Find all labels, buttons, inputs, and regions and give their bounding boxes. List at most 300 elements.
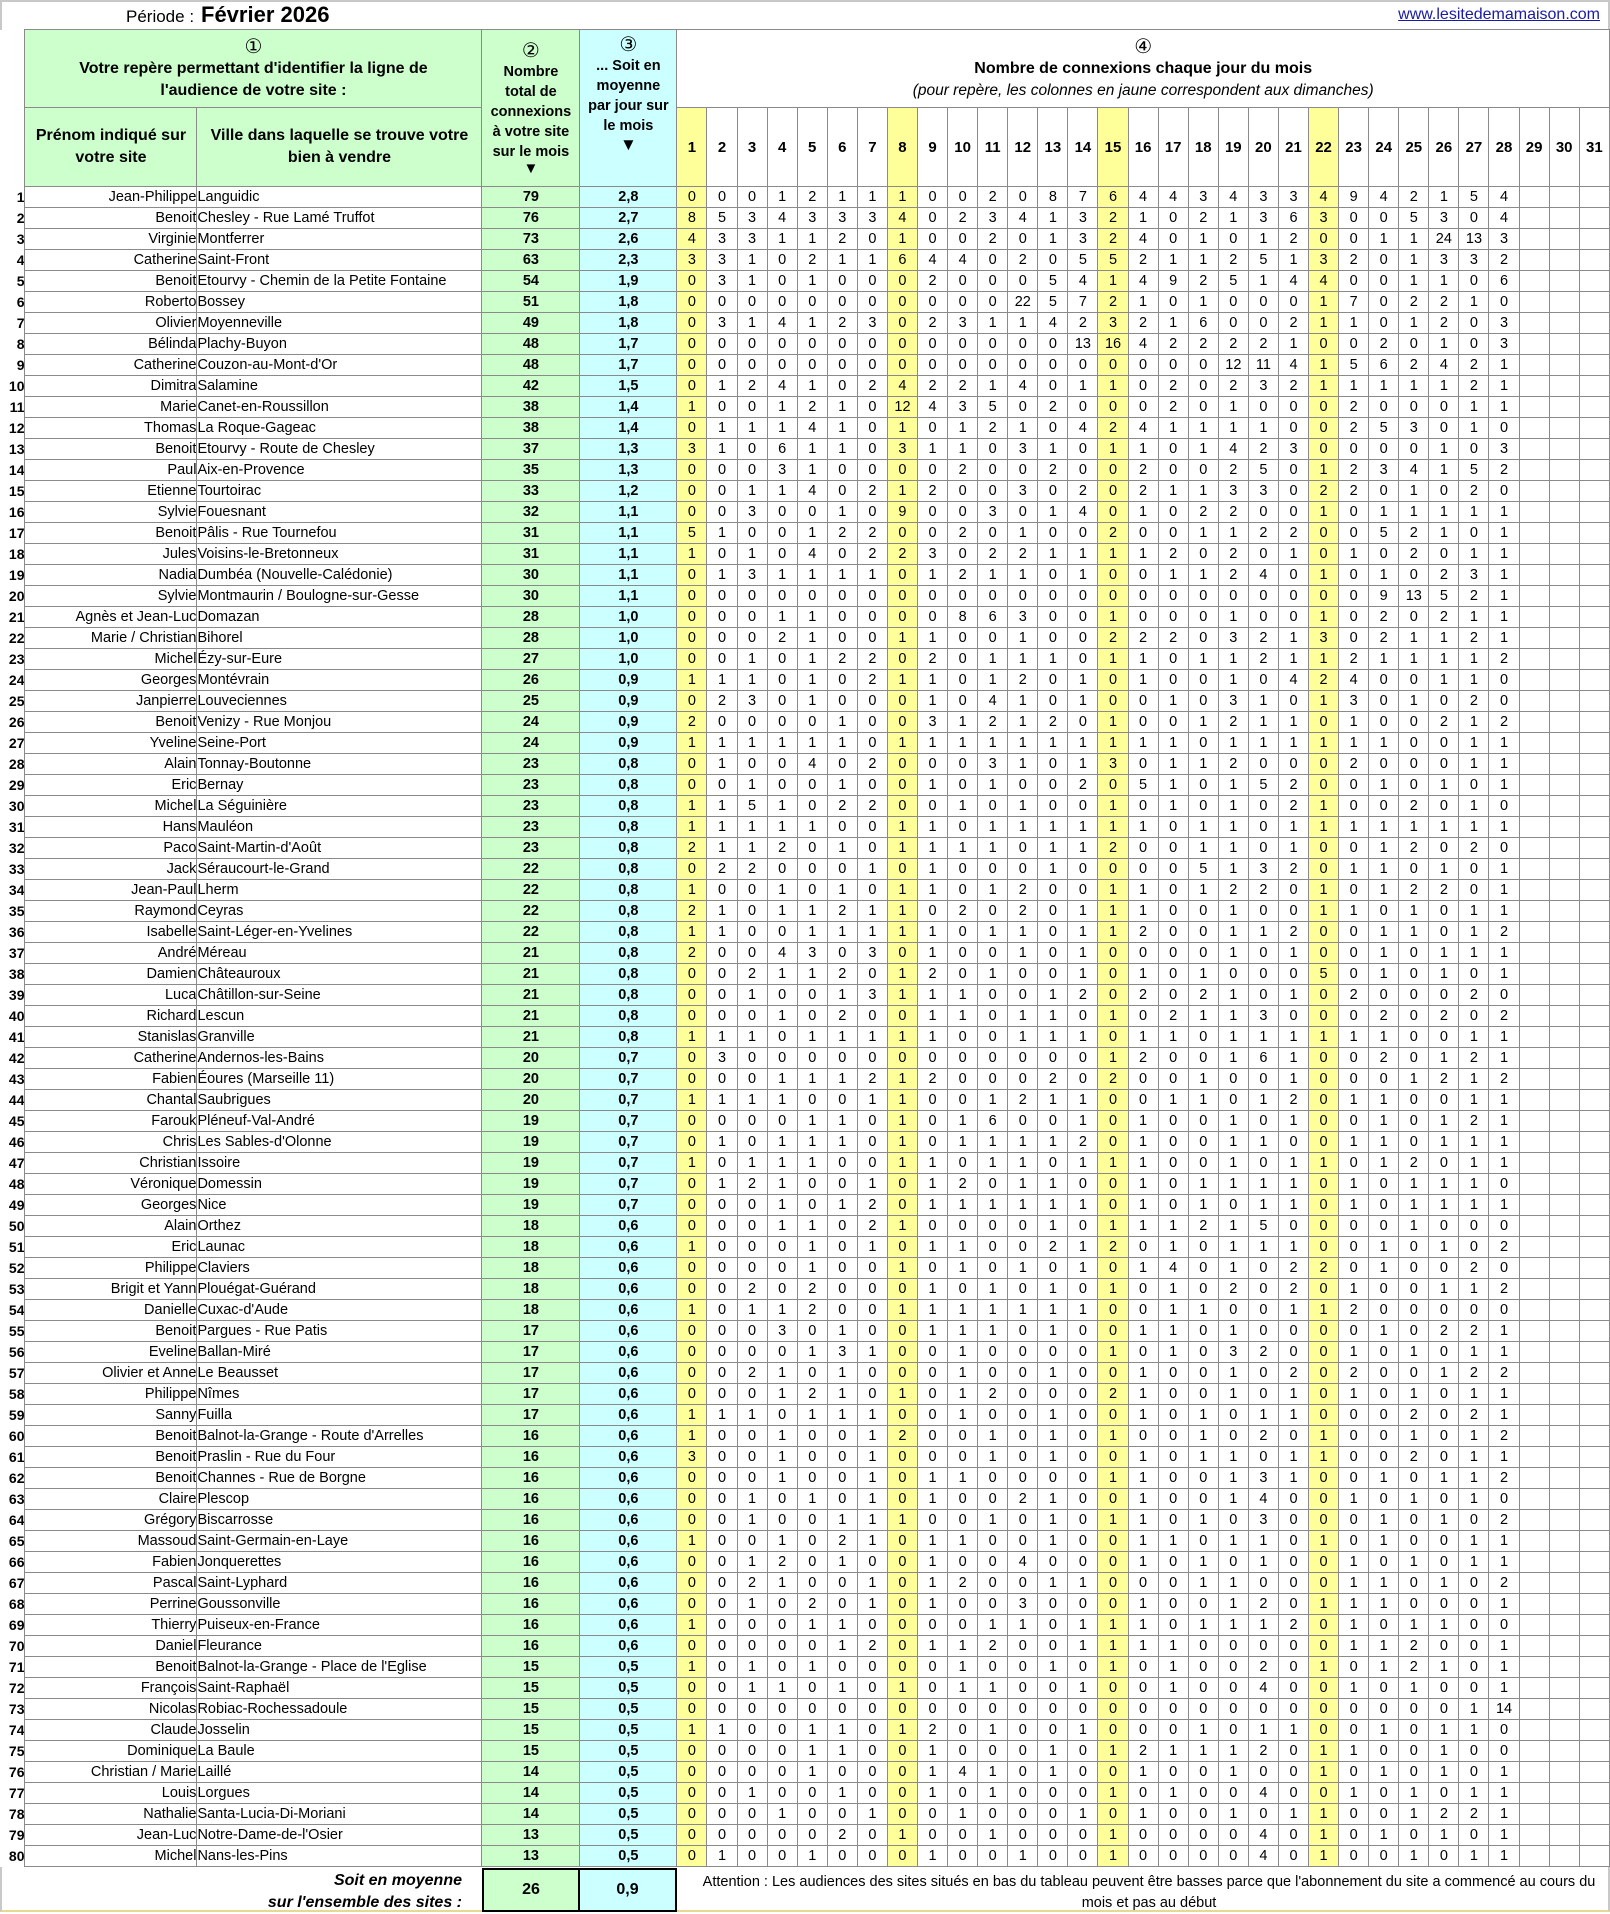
day-cell: 5	[1218, 271, 1248, 292]
day-cell	[1519, 1174, 1549, 1195]
day-cell: 0	[857, 628, 887, 649]
day-cell: 1	[1278, 334, 1308, 355]
day-cell: 1	[1429, 1573, 1459, 1594]
day-cell: 1	[797, 1216, 827, 1237]
day-cell: 1	[1339, 1573, 1369, 1594]
row-number: 43	[0, 1069, 25, 1090]
row-number: 17	[0, 523, 25, 544]
row-number: 62	[0, 1468, 25, 1489]
day-cell: 0	[978, 1048, 1008, 1069]
day-cell: 0	[677, 1006, 707, 1027]
day-cell: 0	[1038, 691, 1068, 712]
day-cell	[1549, 1384, 1579, 1405]
day-cell: 0	[978, 1741, 1008, 1762]
day-cell: 1	[857, 1468, 887, 1489]
day-cell: 1	[1309, 607, 1339, 628]
day-cell: 0	[797, 1678, 827, 1699]
day-cell: 0	[797, 1783, 827, 1804]
day-cell: 2	[1339, 250, 1369, 271]
day-cell: 0	[1128, 1657, 1158, 1678]
day-cell: 1	[767, 1069, 797, 1090]
day-cell: 1	[918, 1237, 948, 1258]
day-cell: 2	[677, 838, 707, 859]
day-cell: 0	[1038, 901, 1068, 922]
day-cell: 0	[1068, 880, 1098, 901]
day-cell: 1	[767, 397, 797, 418]
day-cell: 0	[948, 628, 978, 649]
day-cell: 0	[1248, 1636, 1278, 1657]
day-cell: 1	[677, 397, 707, 418]
day-cell: 0	[1188, 376, 1218, 397]
day-cell: 1	[857, 1027, 887, 1048]
day-cell: 1	[1339, 1342, 1369, 1363]
day-header: 2	[707, 108, 737, 187]
day-cell: 0	[1188, 1468, 1218, 1489]
day-cell: 1	[1128, 1195, 1158, 1216]
day-cell: 1	[1429, 376, 1459, 397]
day-cell: 0	[1038, 1825, 1068, 1846]
day-cell: 0	[1008, 1279, 1038, 1300]
day-cell: 0	[707, 1762, 737, 1783]
day-cell: 9	[887, 502, 917, 523]
day-cell: 0	[1068, 628, 1098, 649]
daily-average-cell: 1,7	[580, 355, 677, 376]
day-cell: 4	[978, 691, 1008, 712]
day-cell: 0	[1278, 502, 1308, 523]
day-cell: 0	[1278, 460, 1308, 481]
day-cell: 1	[1278, 733, 1308, 754]
day-cell	[1549, 376, 1579, 397]
table-row	[0, 1594, 1610, 1615]
total-connections-cell: 48	[482, 334, 580, 355]
day-cell: 0	[1098, 964, 1128, 985]
day-cell: 1	[1339, 1615, 1369, 1636]
day-cell: 1	[978, 1090, 1008, 1111]
day-cell: 1	[1309, 796, 1339, 817]
table-row	[0, 1825, 1610, 1846]
row-number: 53	[0, 1279, 25, 1300]
row-number: 13	[0, 439, 25, 460]
total-connections-cell: 21	[482, 943, 580, 964]
day-cell: 0	[677, 481, 707, 502]
day-cell: 2	[1399, 355, 1429, 376]
day-cell: 1	[767, 187, 797, 208]
day-cell: 6	[1188, 313, 1218, 334]
day-cell: 0	[1038, 1468, 1068, 1489]
total-connections-cell: 15	[482, 1657, 580, 1678]
day-cell: 1	[1429, 271, 1459, 292]
day-cell: 1	[1429, 334, 1459, 355]
day-cell: 0	[1459, 1006, 1489, 1027]
total-connections-cell: 22	[482, 880, 580, 901]
day-cell: 1	[857, 1447, 887, 1468]
day-cell: 1	[737, 817, 767, 838]
row-number: 14	[0, 460, 25, 481]
day-cell: 1	[1038, 1741, 1068, 1762]
day-cell: 1	[1038, 1279, 1068, 1300]
day-cell: 1	[1128, 880, 1158, 901]
day-cell: 3	[1369, 460, 1399, 481]
day-cell: 0	[1008, 1825, 1038, 1846]
day-cell: 1	[1429, 1363, 1459, 1384]
day-cell: 1	[1218, 1615, 1248, 1636]
day-cell: 0	[827, 817, 857, 838]
day-cell: 0	[887, 292, 917, 313]
day-cell: 1	[797, 1489, 827, 1510]
day-cell: 3	[1248, 481, 1278, 502]
day-cell: 3	[1008, 607, 1038, 628]
day-cell: 1	[707, 1846, 737, 1867]
day-cell: 1	[1188, 1552, 1218, 1573]
day-cell: 1	[1339, 1636, 1369, 1657]
day-cell: 1	[1369, 943, 1399, 964]
day-cell: 4	[1429, 355, 1459, 376]
day-cell: 0	[737, 880, 767, 901]
day-cell: 0	[1038, 523, 1068, 544]
day-cell: 0	[918, 1804, 948, 1825]
day-cell: 0	[737, 1132, 767, 1153]
day-cell: 0	[1008, 1699, 1038, 1720]
day-cell: 0	[1399, 1300, 1429, 1321]
first-name-cell: Michel	[25, 1846, 197, 1867]
total-connections-cell: 21	[482, 1006, 580, 1027]
day-cell: 0	[767, 271, 797, 292]
daily-average-cell: 0,6	[580, 1405, 677, 1426]
table-row	[0, 1846, 1610, 1867]
city-cell: Lorgues	[197, 1783, 482, 1804]
first-name-cell: Stanislas	[25, 1027, 197, 1048]
day-cell: 1	[1128, 1594, 1158, 1615]
day-cell: 1	[1038, 1090, 1068, 1111]
website-link[interactable]: www.lesitedemamaison.com	[1398, 6, 1600, 23]
first-name-cell: Isabelle	[25, 922, 197, 943]
day-cell: 0	[1339, 1216, 1369, 1237]
day-cell: 1	[1038, 1174, 1068, 1195]
day-cell: 0	[1188, 796, 1218, 817]
day-cell: 1	[857, 1405, 887, 1426]
city-cell: Seine-Port	[197, 733, 482, 754]
day-cell: 0	[737, 607, 767, 628]
day-cell: 0	[1278, 1342, 1308, 1363]
day-cell: 0	[1399, 1531, 1429, 1552]
day-cell: 1	[887, 964, 917, 985]
day-cell: 1	[1068, 1153, 1098, 1174]
day-cell	[1549, 985, 1579, 1006]
total-connections-cell: 16	[482, 1531, 580, 1552]
first-name-cell: Dominique	[25, 1741, 197, 1762]
day-cell: 0	[1098, 1489, 1128, 1510]
day-cell: 1	[1339, 1552, 1369, 1573]
day-cell	[1579, 712, 1609, 733]
day-header: 7	[857, 108, 887, 187]
day-cell: 0	[1459, 1762, 1489, 1783]
day-cell	[1549, 1090, 1579, 1111]
day-cell: 0	[978, 901, 1008, 922]
day-cell: 7	[1068, 292, 1098, 313]
day-cell: 1	[827, 1363, 857, 1384]
day-cell: 1	[1489, 1594, 1519, 1615]
day-cell: 1	[1038, 1195, 1068, 1216]
day-cell	[1549, 1027, 1579, 1048]
day-cell: 2	[857, 754, 887, 775]
day-cell: 1	[918, 1468, 948, 1489]
daily-average-cell: 0,5	[580, 1762, 677, 1783]
day-cell: 2	[918, 1720, 948, 1741]
day-cell: 0	[707, 1531, 737, 1552]
first-name-cell: Jack	[25, 859, 197, 880]
day-cell: 1	[1429, 1468, 1459, 1489]
day-cell: 1	[1429, 1048, 1459, 1069]
day-cell: 2	[1038, 460, 1068, 481]
day-cell: 1	[948, 1636, 978, 1657]
row-number: 34	[0, 880, 25, 901]
table-row	[0, 544, 1610, 565]
daily-average-cell: 0,6	[580, 1237, 677, 1258]
day-cell: 3	[978, 208, 1008, 229]
day-cell: 1	[737, 418, 767, 439]
day-cell: 0	[737, 628, 767, 649]
row-number: 31	[0, 817, 25, 838]
day-cell	[1579, 649, 1609, 670]
day-cell: 1	[1188, 649, 1218, 670]
day-cell: 0	[1158, 208, 1188, 229]
daily-average-cell: 2,3	[580, 250, 677, 271]
daily-average-cell: 0,7	[580, 1090, 677, 1111]
day-cell	[1579, 1720, 1609, 1741]
day-cell: 0	[1369, 691, 1399, 712]
day-cell: 1	[1248, 271, 1278, 292]
day-cell: 1	[1188, 1720, 1218, 1741]
day-cell: 1	[1489, 901, 1519, 922]
table-row	[0, 691, 1610, 712]
day-cell: 1	[767, 901, 797, 922]
day-cell	[1579, 1678, 1609, 1699]
day-cell: 2	[1459, 1258, 1489, 1279]
total-connections-cell: 16	[482, 1426, 580, 1447]
day-cell: 2	[918, 649, 948, 670]
day-cell: 1	[1008, 1132, 1038, 1153]
day-cell: 2	[978, 1384, 1008, 1405]
day-cell: 0	[1369, 397, 1399, 418]
day-cell: 1	[1218, 1384, 1248, 1405]
city-cell: La Baule	[197, 1741, 482, 1762]
day-cell: 0	[918, 1426, 948, 1447]
city-cell: Mauléon	[197, 817, 482, 838]
day-cell: 1	[1459, 1027, 1489, 1048]
day-cell: 1	[1399, 1783, 1429, 1804]
day-cell: 1	[1369, 565, 1399, 586]
day-cell	[1549, 1048, 1579, 1069]
sort-desc-icon[interactable]: ▼	[523, 160, 539, 177]
daily-average-cell: 0,6	[580, 1279, 677, 1300]
day-cell: 0	[1098, 691, 1128, 712]
day-cell: 2	[1459, 1048, 1489, 1069]
day-cell: 0	[1188, 1342, 1218, 1363]
day-cell: 2	[1068, 313, 1098, 334]
day-cell: 4	[1008, 208, 1038, 229]
first-name-cell: Chantal	[25, 1090, 197, 1111]
day-cell: 0	[948, 544, 978, 565]
day-cell	[1519, 1489, 1549, 1510]
day-cell: 0	[1128, 1825, 1158, 1846]
day-cell: 1	[1309, 376, 1339, 397]
total-connections-cell: 79	[482, 187, 580, 208]
day-cell: 1	[1278, 250, 1308, 271]
day-cell: 0	[1218, 1699, 1248, 1720]
day-cell: 2	[737, 1279, 767, 1300]
day-cell: 0	[1278, 565, 1308, 586]
day-cell: 1	[1008, 922, 1038, 943]
day-cell	[1579, 292, 1609, 313]
day-cell: 1	[1278, 1153, 1308, 1174]
day-cell: 1	[1399, 1069, 1429, 1090]
day-cell: 4	[1399, 460, 1429, 481]
day-cell: 0	[767, 712, 797, 733]
day-cell: 0	[1158, 838, 1188, 859]
day-cell: 3	[1459, 565, 1489, 586]
total-connections-header[interactable]	[482, 30, 580, 187]
day-cell: 1	[1369, 817, 1399, 838]
day-cell: 1	[1489, 1090, 1519, 1111]
day-cell: 0	[948, 1741, 978, 1762]
day-cell: 1	[1218, 208, 1248, 229]
day-cell: 0	[1248, 1363, 1278, 1384]
day-cell: 1	[707, 418, 737, 439]
day-cell: 0	[1188, 1804, 1218, 1825]
day-cell	[1579, 838, 1609, 859]
day-cell: 1	[1098, 271, 1128, 292]
day-cell: 1	[1218, 985, 1248, 1006]
day-cell: 0	[1188, 1279, 1218, 1300]
day-cell: 1	[1429, 1762, 1459, 1783]
day-cell: 1	[827, 1678, 857, 1699]
day-header: 13	[1038, 108, 1068, 187]
city-cell: Laillé	[197, 1762, 482, 1783]
day-cell: 1	[1399, 376, 1429, 397]
day-cell: 0	[707, 1216, 737, 1237]
day-cell: 1	[857, 901, 887, 922]
day-cell: 1	[1128, 1489, 1158, 1510]
table-row	[0, 586, 1610, 607]
day-cell: 1	[1459, 817, 1489, 838]
day-cell: 1	[737, 1489, 767, 1510]
day-cell: 1	[1429, 1237, 1459, 1258]
day-cell: 1	[1278, 1069, 1308, 1090]
day-cell: 0	[857, 817, 887, 838]
day-cell: 2	[827, 523, 857, 544]
total-connections-cell: 23	[482, 775, 580, 796]
city-cell: Montmaurin / Boulogne-sur-Gesse	[197, 586, 482, 607]
first-name-cell: Michel	[25, 796, 197, 817]
day-cell: 1	[1248, 1195, 1278, 1216]
day-cell: 0	[918, 187, 948, 208]
day-cell: 0	[1309, 1783, 1339, 1804]
day-cell	[1519, 943, 1549, 964]
day-cell: 0	[677, 1573, 707, 1594]
day-cell: 0	[797, 1447, 827, 1468]
day-cell: 1	[918, 1027, 948, 1048]
day-cell: 2	[797, 1300, 827, 1321]
city-cell: Moyenneville	[197, 313, 482, 334]
day-cell: 1	[857, 1594, 887, 1615]
day-cell: 2	[1008, 880, 1038, 901]
day-cell: 2	[1278, 796, 1308, 817]
day-cell: 1	[1399, 481, 1429, 502]
day-cell: 0	[1158, 292, 1188, 313]
city-cell: Saint-Front	[197, 250, 482, 271]
day-cell: 0	[737, 1468, 767, 1489]
day-cell: 0	[948, 880, 978, 901]
day-cell: 0	[1278, 1132, 1308, 1153]
city-cell: Les Sables-d'Olonne	[197, 1132, 482, 1153]
day-cell: 1	[1459, 292, 1489, 313]
day-cell: 0	[1158, 1363, 1188, 1384]
first-name-cell: François	[25, 1678, 197, 1699]
day-cell: 0	[857, 1111, 887, 1132]
day-cell: 0	[1188, 670, 1218, 691]
daily-average-header[interactable]	[580, 30, 677, 187]
day-cell: 1	[1489, 1132, 1519, 1153]
day-cell: 0	[1309, 985, 1339, 1006]
day-cell: 0	[857, 733, 887, 754]
day-cell: 1	[677, 922, 707, 943]
day-cell: 1	[1339, 1741, 1369, 1762]
row-number: 30	[0, 796, 25, 817]
daily-average-cell: 1,3	[580, 439, 677, 460]
day-cell: 0	[827, 1090, 857, 1111]
day-cell: 0	[1339, 208, 1369, 229]
day-cell: 1	[1399, 901, 1429, 922]
day-cell: 2	[948, 376, 978, 397]
day-cell: 12	[1218, 355, 1248, 376]
day-cell: 0	[1369, 1342, 1399, 1363]
sort-desc-icon[interactable]: ▼	[619, 135, 637, 154]
day-cell: 0	[1429, 1636, 1459, 1657]
day-cell	[1519, 859, 1549, 880]
day-cell: 0	[948, 586, 978, 607]
day-cell: 2	[978, 187, 1008, 208]
day-cell: 6	[887, 250, 917, 271]
day-cell: 1	[1128, 1132, 1158, 1153]
day-cell: 0	[1068, 1783, 1098, 1804]
day-cell: 1	[1038, 1531, 1068, 1552]
day-cell	[1519, 334, 1549, 355]
day-cell: 2	[1399, 1153, 1429, 1174]
day-cell: 0	[737, 901, 767, 922]
daily-average-cell: 1,4	[580, 397, 677, 418]
day-cell: 1	[918, 1300, 948, 1321]
day-cell: 3	[1339, 691, 1369, 712]
day-cell: 4	[1339, 670, 1369, 691]
city-cell: Andernos-les-Bains	[197, 1048, 482, 1069]
day-cell: 0	[1278, 1321, 1308, 1342]
day-cell: 1	[1248, 1720, 1278, 1741]
day-cell: 1	[1218, 943, 1248, 964]
day-cell: 6	[767, 439, 797, 460]
day-cell	[1519, 1741, 1549, 1762]
day-cell: 1	[707, 754, 737, 775]
daily-average-cell: 0,6	[580, 1321, 677, 1342]
day-cell: 0	[1278, 397, 1308, 418]
table-row	[0, 1426, 1610, 1447]
day-cell	[1579, 1594, 1609, 1615]
day-cell: 2	[978, 1636, 1008, 1657]
day-cell: 0	[767, 1615, 797, 1636]
day-cell: 1	[1399, 1552, 1429, 1573]
day-cell: 0	[978, 355, 1008, 376]
day-cell: 0	[1369, 1489, 1399, 1510]
marker-2: ②	[521, 40, 540, 62]
